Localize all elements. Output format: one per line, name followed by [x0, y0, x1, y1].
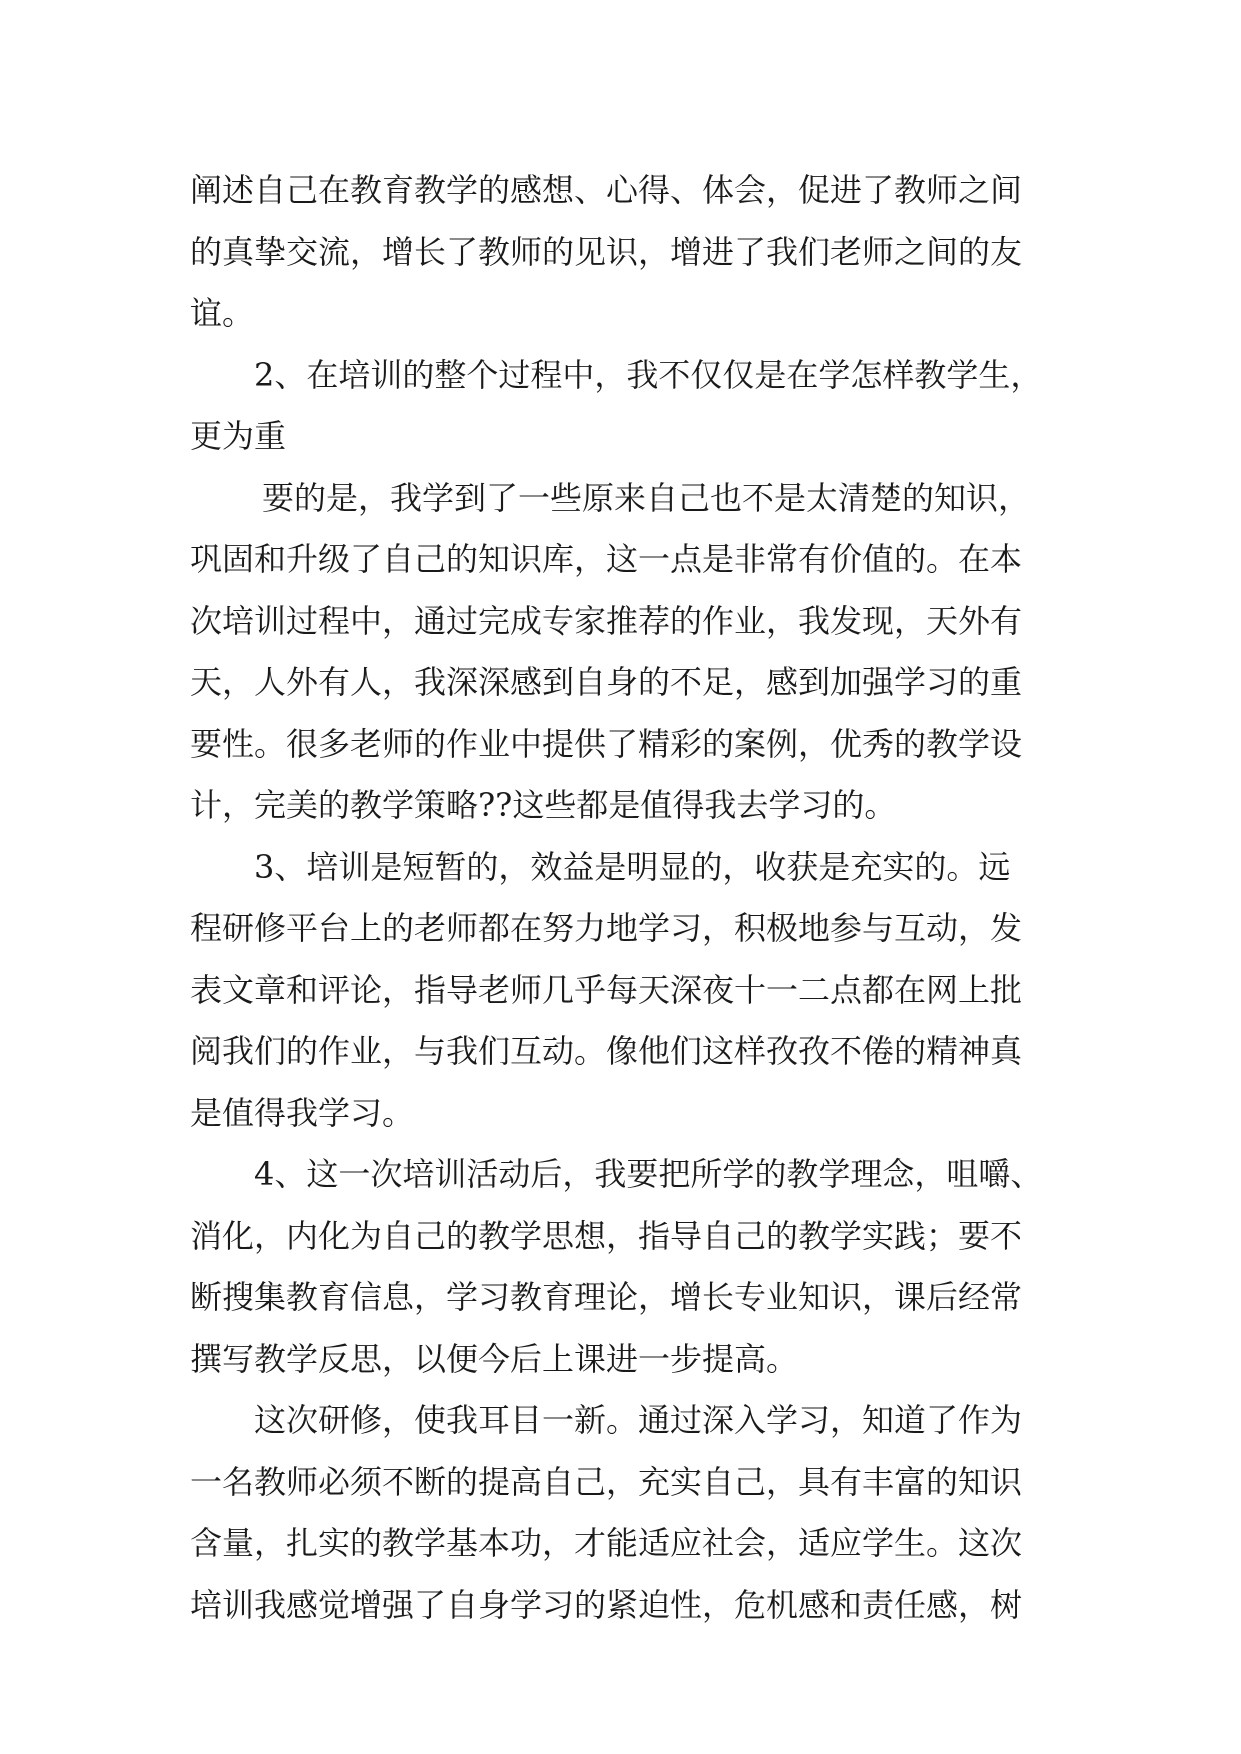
text-line: 一名教师必须不断的提高自己，充实自己，具有丰富的知识 [190, 1462, 1023, 1501]
paragraph-start-line: 这次研修，使我耳目一新。通过深入学习，知道了作为 [254, 1401, 1023, 1439]
text-line: 撰写教学反思，以便今后上课进一步提高。 [190, 1339, 799, 1378]
text-line: 天，人外有人，我深深感到自身的不足，感到加强学习的重 [190, 663, 1023, 701]
document-body [190, 160, 1070, 1636]
text-line: 计，完美的教学策略??这些都是值得我去学习的。 [190, 786, 897, 824]
text-line: 巩固和升级了自己的知识库，这一点是非常有价值的。在本 [190, 540, 1023, 578]
paragraph-start-line: 2、在培训的整个过程中，我不仅仅是在学怎样教学生， [254, 355, 1043, 394]
text-line: 培训我感觉增强了自身学习的紧迫性，危机感和责任感，树 [190, 1585, 1023, 1624]
text-line: 次培训过程中，通过完成专家推荐的作业，我发现，天外有 [190, 601, 1023, 640]
paragraph-start-line: 要的是，我学到了一些原来自己也不是太清楚的知识， [262, 478, 1031, 517]
text-line: 是值得我学习。 [190, 1093, 415, 1132]
text-line: 程研修平台上的老师都在努力地学习，积极地参与互动，发 [190, 909, 1023, 947]
text-line: 谊。 [190, 294, 255, 332]
text-line: 阐述自己在教育教学的感想、心得、体会，促进了教师之间 [190, 171, 1023, 209]
text-line: 更为重 [190, 417, 287, 455]
text-line: 含量，扎实的教学基本功，才能适应社会，适应学生。这次 [190, 1524, 1023, 1562]
text-line: 的真挚交流，增长了教师的见识，增进了我们老师之间的友 [190, 232, 1023, 271]
paragraph-start-line: 4、这一次培训活动后，我要把所学的教学理念，咀嚼、 [254, 1155, 1043, 1193]
text-line: 要性。很多老师的作业中提供了精彩的案例，优秀的教学设 [190, 724, 1023, 763]
paragraph-start-line: 3、培训是短暂的，效益是明显的，收获是充实的。远 [254, 847, 1011, 886]
text-line: 表文章和评论，指导老师几乎每天深夜十一二点都在网上批 [190, 970, 1023, 1009]
text-line: 阅我们的作业，与我们互动。像他们这样孜孜不倦的精神真 [190, 1032, 1023, 1070]
text-line: 消化，内化为自己的教学思想，指导自己的教学实践；要不 [190, 1216, 1023, 1255]
text-line: 断搜集教育信息，学习教育理论，增长专业知识，课后经常 [190, 1278, 1023, 1316]
